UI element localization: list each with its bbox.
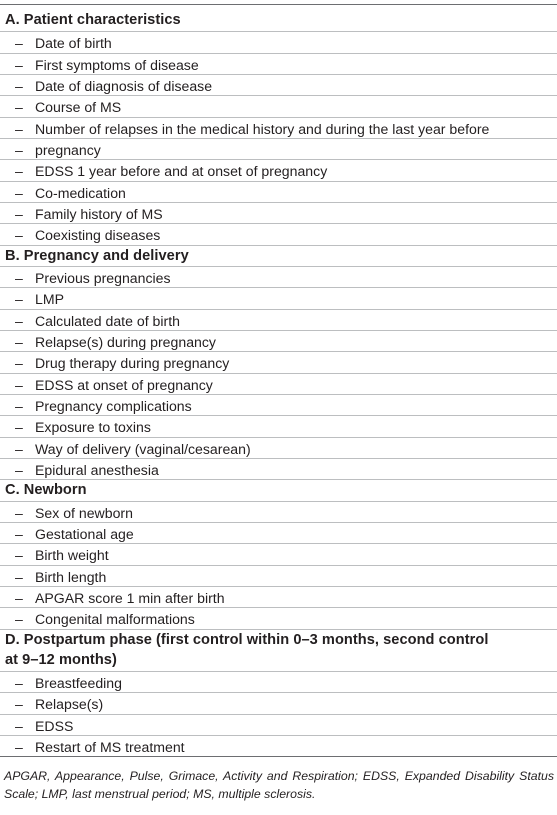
item-text: EDSS: [35, 718, 74, 734]
item-text: Date of diagnosis of disease: [35, 78, 213, 94]
list-item-content: [15, 183, 126, 203]
item-text: APGAR score 1 min after birth: [35, 590, 225, 606]
list-item: [0, 139, 557, 160]
item-text: Previous pregnancies: [35, 270, 171, 286]
list-item-content: [15, 204, 163, 224]
list-item: [0, 54, 557, 75]
item-text: Calculated date of birth: [35, 313, 180, 329]
list-item-content: [15, 567, 106, 587]
dash-bullet: –: [15, 419, 23, 435]
item-text: Co-medication: [35, 185, 126, 201]
list-item-content: [15, 76, 212, 96]
dash-bullet: –: [15, 547, 23, 563]
list-item: [0, 331, 557, 352]
item-text: Relapse(s): [35, 696, 104, 712]
list-item: [0, 736, 557, 757]
dash-bullet: –: [15, 57, 23, 73]
list-item-content: [15, 268, 171, 288]
list-item-content: [15, 673, 122, 693]
list-item: [0, 693, 557, 715]
list-item: [0, 267, 557, 288]
list-item: [0, 224, 557, 246]
list-item: [0, 310, 557, 331]
list-item-content: [15, 375, 213, 395]
list-item: [0, 566, 557, 587]
dash-bullet: –: [15, 462, 23, 478]
list-item: [0, 395, 557, 416]
table-top-rule: [0, 4, 557, 5]
section-a-header-row: [0, 7, 557, 32]
list-item-content: [15, 225, 160, 245]
item-text: Birth weight: [35, 547, 109, 563]
item-text: Relapse(s) during pregnancy: [35, 334, 216, 350]
list-item: [0, 288, 557, 310]
section-d-header-row: [0, 630, 557, 672]
item-text: Family history of MS: [35, 206, 163, 222]
dash-bullet: –: [15, 441, 23, 457]
list-item-content: [15, 503, 133, 523]
list-item-content: [15, 417, 151, 437]
list-item-content: [15, 332, 216, 352]
dash-bullet: –: [15, 291, 23, 307]
row-divider: [0, 756, 557, 757]
list-item-content: [15, 119, 489, 139]
section-c-title: C. Newborn: [5, 482, 87, 498]
item-text: EDSS 1 year before and at onset of pregnancy: [35, 163, 328, 179]
item-text: Pregnancy complications: [35, 398, 192, 414]
list-item-content: [15, 396, 192, 416]
section-d-title-line-2: at 9–12 months): [5, 652, 117, 668]
dash-bullet: –: [15, 377, 23, 393]
list-item-content: [15, 694, 103, 714]
item-text: EDSS at onset of pregnancy: [35, 377, 213, 393]
dash-bullet: –: [15, 355, 23, 371]
list-item: [0, 374, 557, 395]
dash-bullet: –: [15, 675, 23, 691]
section-a-title: A. Patient characteristics: [5, 12, 181, 28]
list-item: [0, 502, 557, 523]
list-item: [0, 608, 557, 630]
list-item: [0, 715, 557, 736]
dash-bullet: –: [15, 163, 23, 179]
section-d-title-line-1: D. Postpartum phase (first control within 0–3 months, second control: [5, 632, 489, 648]
item-text: pregnancy: [35, 142, 101, 158]
list-item-content: [15, 33, 112, 53]
dash-bullet: –: [15, 78, 23, 94]
item-text: Breastfeeding: [35, 675, 122, 691]
item-text: Birth length: [35, 569, 107, 585]
dash-bullet: –: [15, 121, 23, 137]
dash-bullet: –: [15, 99, 23, 115]
list-item-content: [15, 289, 64, 309]
list-item: [0, 438, 557, 459]
item-text: Coexisting diseases: [35, 227, 161, 243]
item-text: LMP: [35, 291, 64, 307]
list-item: [0, 118, 557, 139]
list-item: [0, 523, 557, 544]
item-text: Epidural anesthesia: [35, 462, 159, 478]
list-item-content: [15, 524, 134, 544]
list-item-content: [15, 609, 195, 629]
section-c-header-row: [0, 480, 557, 502]
dash-bullet: –: [15, 334, 23, 350]
dash-bullet: –: [15, 142, 23, 158]
dash-bullet: –: [15, 206, 23, 222]
list-item-content: [15, 545, 109, 565]
list-item-content: [15, 460, 159, 480]
item-text: Course of MS: [35, 99, 122, 115]
list-item-content: [15, 55, 199, 75]
table-footnote: APGAR, Appearance, Pulse, Grimace, Activity and Respiration; EDSS, Expanded Disability Status Scale; LMP, last menstrual period; MS, multiple sclerosis.: [4, 769, 554, 801]
list-item: [0, 459, 557, 480]
dash-bullet: –: [15, 313, 23, 329]
item-text: Date of birth: [35, 35, 112, 51]
list-item-content: [15, 716, 73, 736]
dash-bullet: –: [15, 569, 23, 585]
item-text: Gestational age: [35, 526, 134, 542]
list-item: [0, 416, 557, 438]
item-text: First symptoms of disease: [35, 57, 199, 73]
list-item-content: [15, 140, 101, 160]
dash-bullet: –: [15, 696, 23, 712]
section-b-title: B. Pregnancy and delivery: [5, 248, 189, 264]
list-item: [0, 75, 557, 96]
item-text: Congenital malformations: [35, 611, 195, 627]
item-text: Sex of newborn: [35, 505, 133, 521]
list-item: [0, 587, 557, 608]
list-item-content: [15, 439, 251, 459]
list-item: [0, 32, 557, 54]
list-item-content: [15, 161, 327, 181]
dash-bullet: –: [15, 739, 23, 755]
list-item: [0, 544, 557, 566]
item-text: Restart of MS treatment: [35, 739, 185, 755]
list-item-content: [15, 353, 229, 373]
list-item: [0, 182, 557, 203]
item-text: Number of relapses in the medical history and during the last year before: [35, 121, 490, 137]
list-item: [0, 352, 557, 374]
list-item-content: [15, 97, 121, 117]
dash-bullet: –: [15, 270, 23, 286]
dash-bullet: –: [15, 526, 23, 542]
item-text: Drug therapy during pregnancy: [35, 355, 230, 371]
dash-bullet: –: [15, 718, 23, 734]
list-item: [0, 203, 557, 224]
list-item-content: [15, 311, 180, 331]
dash-bullet: –: [15, 227, 23, 243]
item-text: Way of delivery (vaginal/cesarean): [35, 441, 251, 457]
list-item: [0, 672, 557, 693]
list-item-content: [15, 588, 225, 608]
item-text: Exposure to toxins: [35, 419, 151, 435]
dash-bullet: –: [15, 611, 23, 627]
list-item-content: [15, 737, 185, 757]
dash-bullet: –: [15, 505, 23, 521]
dash-bullet: –: [15, 35, 23, 51]
list-item: [0, 160, 557, 182]
dash-bullet: –: [15, 398, 23, 414]
dash-bullet: –: [15, 590, 23, 606]
dash-bullet: –: [15, 185, 23, 201]
section-b-header-row: [0, 246, 557, 267]
list-item: [0, 96, 557, 118]
